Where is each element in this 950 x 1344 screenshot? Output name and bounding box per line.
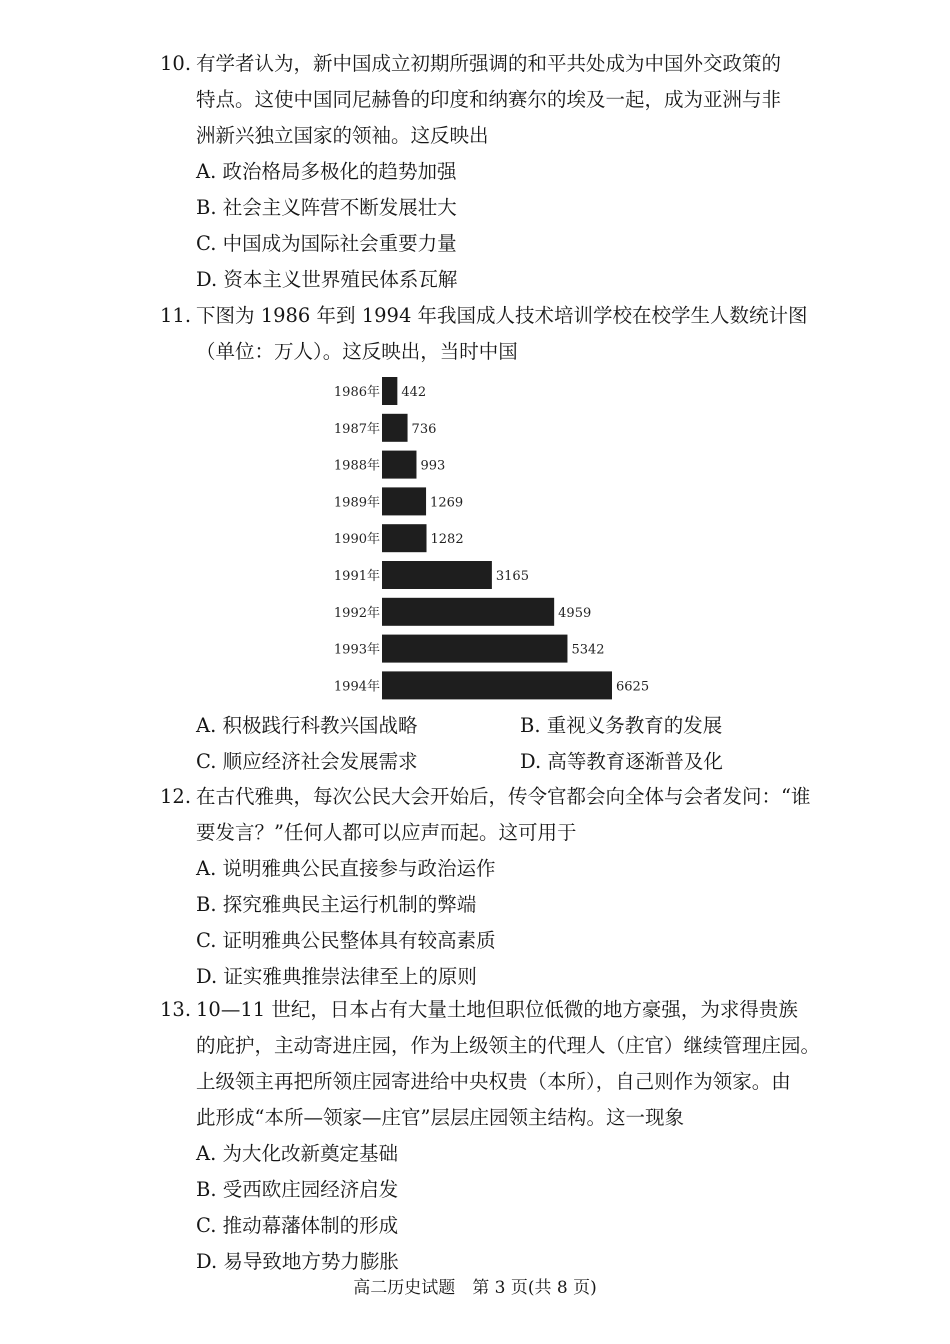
stem-line: 10—11 世纪，日本占有大量土地但职位低微的地方豪强，为求得贵族 [196, 998, 798, 1021]
value-label: 1282 [430, 532, 464, 548]
year-label: 1986年 [333, 385, 380, 400]
value-label: 4959 [558, 605, 592, 621]
stem-line: （单位：万人）。这反映出，当时中国 [196, 340, 518, 363]
year-label: 1990年 [333, 532, 380, 548]
value-label: 736 [411, 421, 437, 437]
page-footer: 高二历史试题 第 3 页(共 8 页) [353, 1278, 597, 1298]
value-label: 3165 [495, 569, 529, 584]
stem-line: 要发言？”任何人都可以应声而起。这可用于 [196, 821, 577, 844]
year-label: 1991年 [333, 569, 380, 584]
stem-line: 在古代雅典，每次公民大会开始后，传令官都会向全体与会者发问：“谁 [196, 785, 811, 808]
option-c[interactable]: C. 推动幕藩体制的形成 [196, 1214, 399, 1237]
option-a[interactable]: A. 说明雅典公民直接参与政治运作 [196, 857, 496, 880]
year-label: 1994年 [333, 679, 380, 695]
value-label: 993 [420, 458, 446, 474]
bar [382, 635, 567, 663]
bar [382, 598, 554, 626]
enrollment-bar-chart [320, 372, 660, 702]
option-a[interactable]: A. 政治格局多极化的趋势加强 [196, 160, 457, 183]
question-number: 11. [160, 304, 192, 327]
year-label: 1989年 [333, 495, 380, 511]
option-b[interactable]: B. 受西欧庄园经济启发 [196, 1178, 399, 1201]
option-b[interactable]: B. 社会主义阵营不断发展壮大 [196, 196, 457, 219]
option-d[interactable]: D. 资本主义世界殖民体系瓦解 [196, 268, 458, 291]
bar [382, 524, 427, 552]
question-number: 10. [160, 52, 192, 75]
stem-line: 特点。这使中国同尼赫鲁的印度和纳赛尔的埃及一起，成为亚洲与非 [196, 88, 782, 111]
value-label: 442 [401, 385, 427, 400]
value-label: 1269 [430, 495, 464, 511]
bar [382, 451, 416, 479]
option-d[interactable]: D. 高等教育逐渐普及化 [520, 750, 723, 773]
stem-line: 上级领主再把所领庄园寄进给中央权贵（本所），自己则作为领家。由 [196, 1070, 791, 1093]
question-number: 13. [160, 998, 192, 1021]
question-number: 12. [160, 785, 192, 808]
option-c[interactable]: C. 顺应经济社会发展需求 [196, 750, 418, 773]
bar [382, 561, 492, 589]
value-label: 5342 [571, 642, 605, 658]
stem-line: 下图为 1986 年到 1994 年我国成人技术培训学校在校学生人数统计图 [196, 304, 808, 327]
bar [382, 487, 426, 515]
stem-line: 有学者认为，新中国成立初期所强调的和平共处成为中国外交政策的 [196, 52, 782, 75]
stem-line: 洲新兴独立国家的领袖。这反映出 [196, 124, 489, 147]
bar [382, 671, 612, 699]
year-label: 1993年 [333, 642, 380, 658]
stem-line: 的庇护，主动寄进庄园，作为上级领主的代理人（庄官）继续管理庄园。 [196, 1034, 821, 1057]
bar [382, 414, 408, 442]
year-label: 1987年 [333, 421, 380, 437]
option-d[interactable]: D. 证实雅典推崇法律至上的原则 [196, 965, 477, 988]
year-label: 1992年 [333, 605, 380, 621]
year-label: 1988年 [333, 458, 380, 474]
stem-line: 此形成“本所—领家—庄官”层层庄园领主结构。这一现象 [196, 1106, 684, 1129]
option-d[interactable]: D. 易导致地方势力膨胀 [196, 1250, 399, 1273]
option-c[interactable]: C. 中国成为国际社会重要力量 [196, 232, 457, 255]
option-a[interactable]: A. 积极践行科教兴国战略 [196, 714, 418, 737]
option-a[interactable]: A. 为大化改新奠定基础 [196, 1142, 398, 1165]
bar [382, 377, 397, 405]
option-c[interactable]: C. 证明雅典公民整体具有较高素质 [196, 929, 496, 952]
value-label: 6625 [616, 679, 650, 695]
option-b[interactable]: B. 探究雅典民主运行机制的弊端 [196, 893, 477, 916]
option-b[interactable]: B. 重视义务教育的发展 [520, 714, 723, 737]
